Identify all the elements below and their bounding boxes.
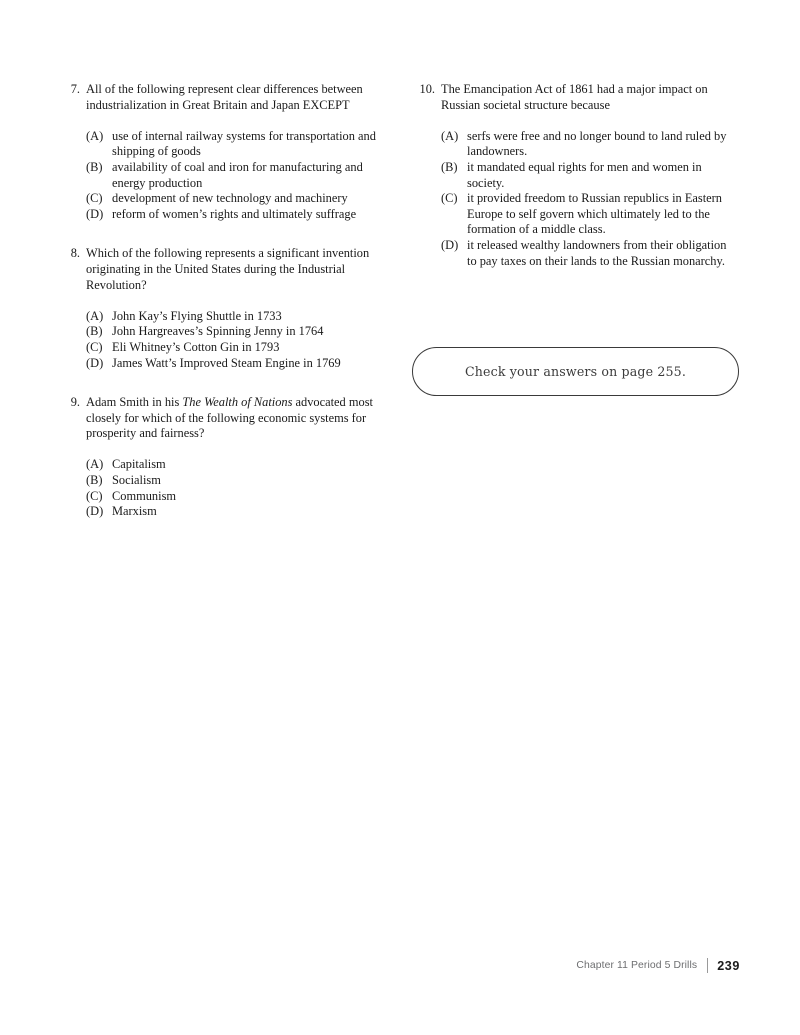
footer-divider [707,958,708,973]
check-answers-text: Check your answers on page 255. [465,364,686,379]
choice-text: use of internal railway systems for transportation and shipping of goods [112,128,376,159]
question-7-text: All of the following represent clear differences between industrialization in Great Britain and Japan EXCEPT [86,82,363,112]
choice-letter: (C) [441,191,458,206]
choice-letter: (A) [86,308,104,323]
question-7 [62,82,382,222]
question-8-choice-b[interactable] [86,324,382,340]
question-8-text: Which of the following represents a significant invention originating in the United States during the Industrial Revolution? [86,246,370,292]
choice-text: James Watt’s Improved Steam Engine in 1769 [112,355,341,370]
question-7-stem [62,82,382,113]
question-9-choice-a[interactable] [86,457,382,473]
question-8-choices [86,309,382,371]
question-9-text-pre: Adam Smith in his [86,395,183,410]
right-column [413,82,733,269]
choice-text: Capitalism [112,457,166,472]
choice-text: Eli Whitney’s Cotton Gin in 1793 [112,339,280,354]
choice-letter: (D) [86,206,104,221]
question-10-number: 10. [419,82,435,96]
choice-letter: (A) [86,457,104,472]
question-8 [62,246,382,371]
question-9-number: 9. [70,395,80,410]
choice-text: John Kay’s Flying Shuttle in 1733 [112,308,282,323]
choice-letter: (C) [86,339,103,354]
question-10-choice-a[interactable] [441,129,733,160]
choice-text: Marxism [112,504,157,519]
question-9-text-post: advocated most closely for which of the following economic systems for prosperity and fairness? [86,395,373,441]
question-7-choice-b[interactable] [86,160,382,191]
question-8-choice-c[interactable] [86,340,382,356]
choice-letter: (B) [441,159,458,174]
choice-letter: (D) [86,504,104,519]
question-9-stem [62,395,382,442]
question-9-choice-c[interactable] [86,489,382,505]
question-9 [62,395,382,520]
choice-letter: (B) [86,473,103,488]
choice-letter: (A) [441,128,459,143]
question-10 [413,82,733,269]
question-10-choice-d[interactable] [441,238,733,269]
page-footer [0,958,740,973]
choice-letter: (D) [441,237,459,252]
question-10-stem [413,82,733,113]
question-8-stem [62,246,382,293]
choice-letter: (C) [86,488,103,503]
choice-letter: (B) [86,324,103,339]
question-9-choices [86,457,382,519]
choice-text: Communism [112,488,177,503]
question-7-choices [86,129,382,223]
footer-page-number: 239 [717,958,740,973]
question-10-choice-b[interactable] [441,160,733,191]
question-10-text: The Emancipation Act of 1861 had a major impact on Russian societal structure because [441,82,708,112]
choice-text: it provided freedom to Russian republics in Eastern Europe to self govern which ultimately led to the formation of a middle class. [467,191,722,237]
check-answers-callout [412,347,739,396]
choice-text: reform of women’s rights and ultimately suffrage [112,206,357,221]
question-7-number: 7. [70,82,80,96]
choice-text: it mandated equal rights for men and women in society. [467,159,702,190]
choice-text: it released wealthy landowners from their obligation to pay taxes on their lands to the Russian monarchy. [467,237,727,268]
question-10-choice-c[interactable] [441,191,733,238]
choice-text: John Hargreaves’s Spinning Jenny in 1764 [112,324,324,339]
question-8-choice-d[interactable] [86,356,382,372]
question-9-choice-d[interactable] [86,504,382,520]
left-column [62,82,382,520]
choice-letter: (D) [86,355,104,370]
choice-letter: (A) [86,128,104,143]
question-7-choice-d[interactable] [86,207,382,223]
choice-letter: (B) [86,159,103,174]
question-7-choice-a[interactable] [86,129,382,160]
choice-text: availability of coal and iron for manufacturing and energy production [112,159,363,190]
question-9-choice-b[interactable] [86,473,382,489]
question-10-choices [441,129,733,269]
question-9-text [86,395,382,442]
question-8-number: 8. [70,246,80,261]
choice-text: development of new technology and machinery [112,191,348,206]
question-8-choice-a[interactable] [86,309,382,325]
footer-chapter-label: Chapter 11 Period 5 Drills [576,960,698,971]
spacer [62,222,382,246]
choice-text: serfs were free and no longer bound to land ruled by landowners. [467,128,727,159]
choice-text: Socialism [112,473,161,488]
choice-letter: (C) [86,191,103,206]
question-9-book-title: The Wealth of Nations [182,395,293,410]
spacer [62,371,382,395]
question-7-choice-c[interactable] [86,191,382,207]
